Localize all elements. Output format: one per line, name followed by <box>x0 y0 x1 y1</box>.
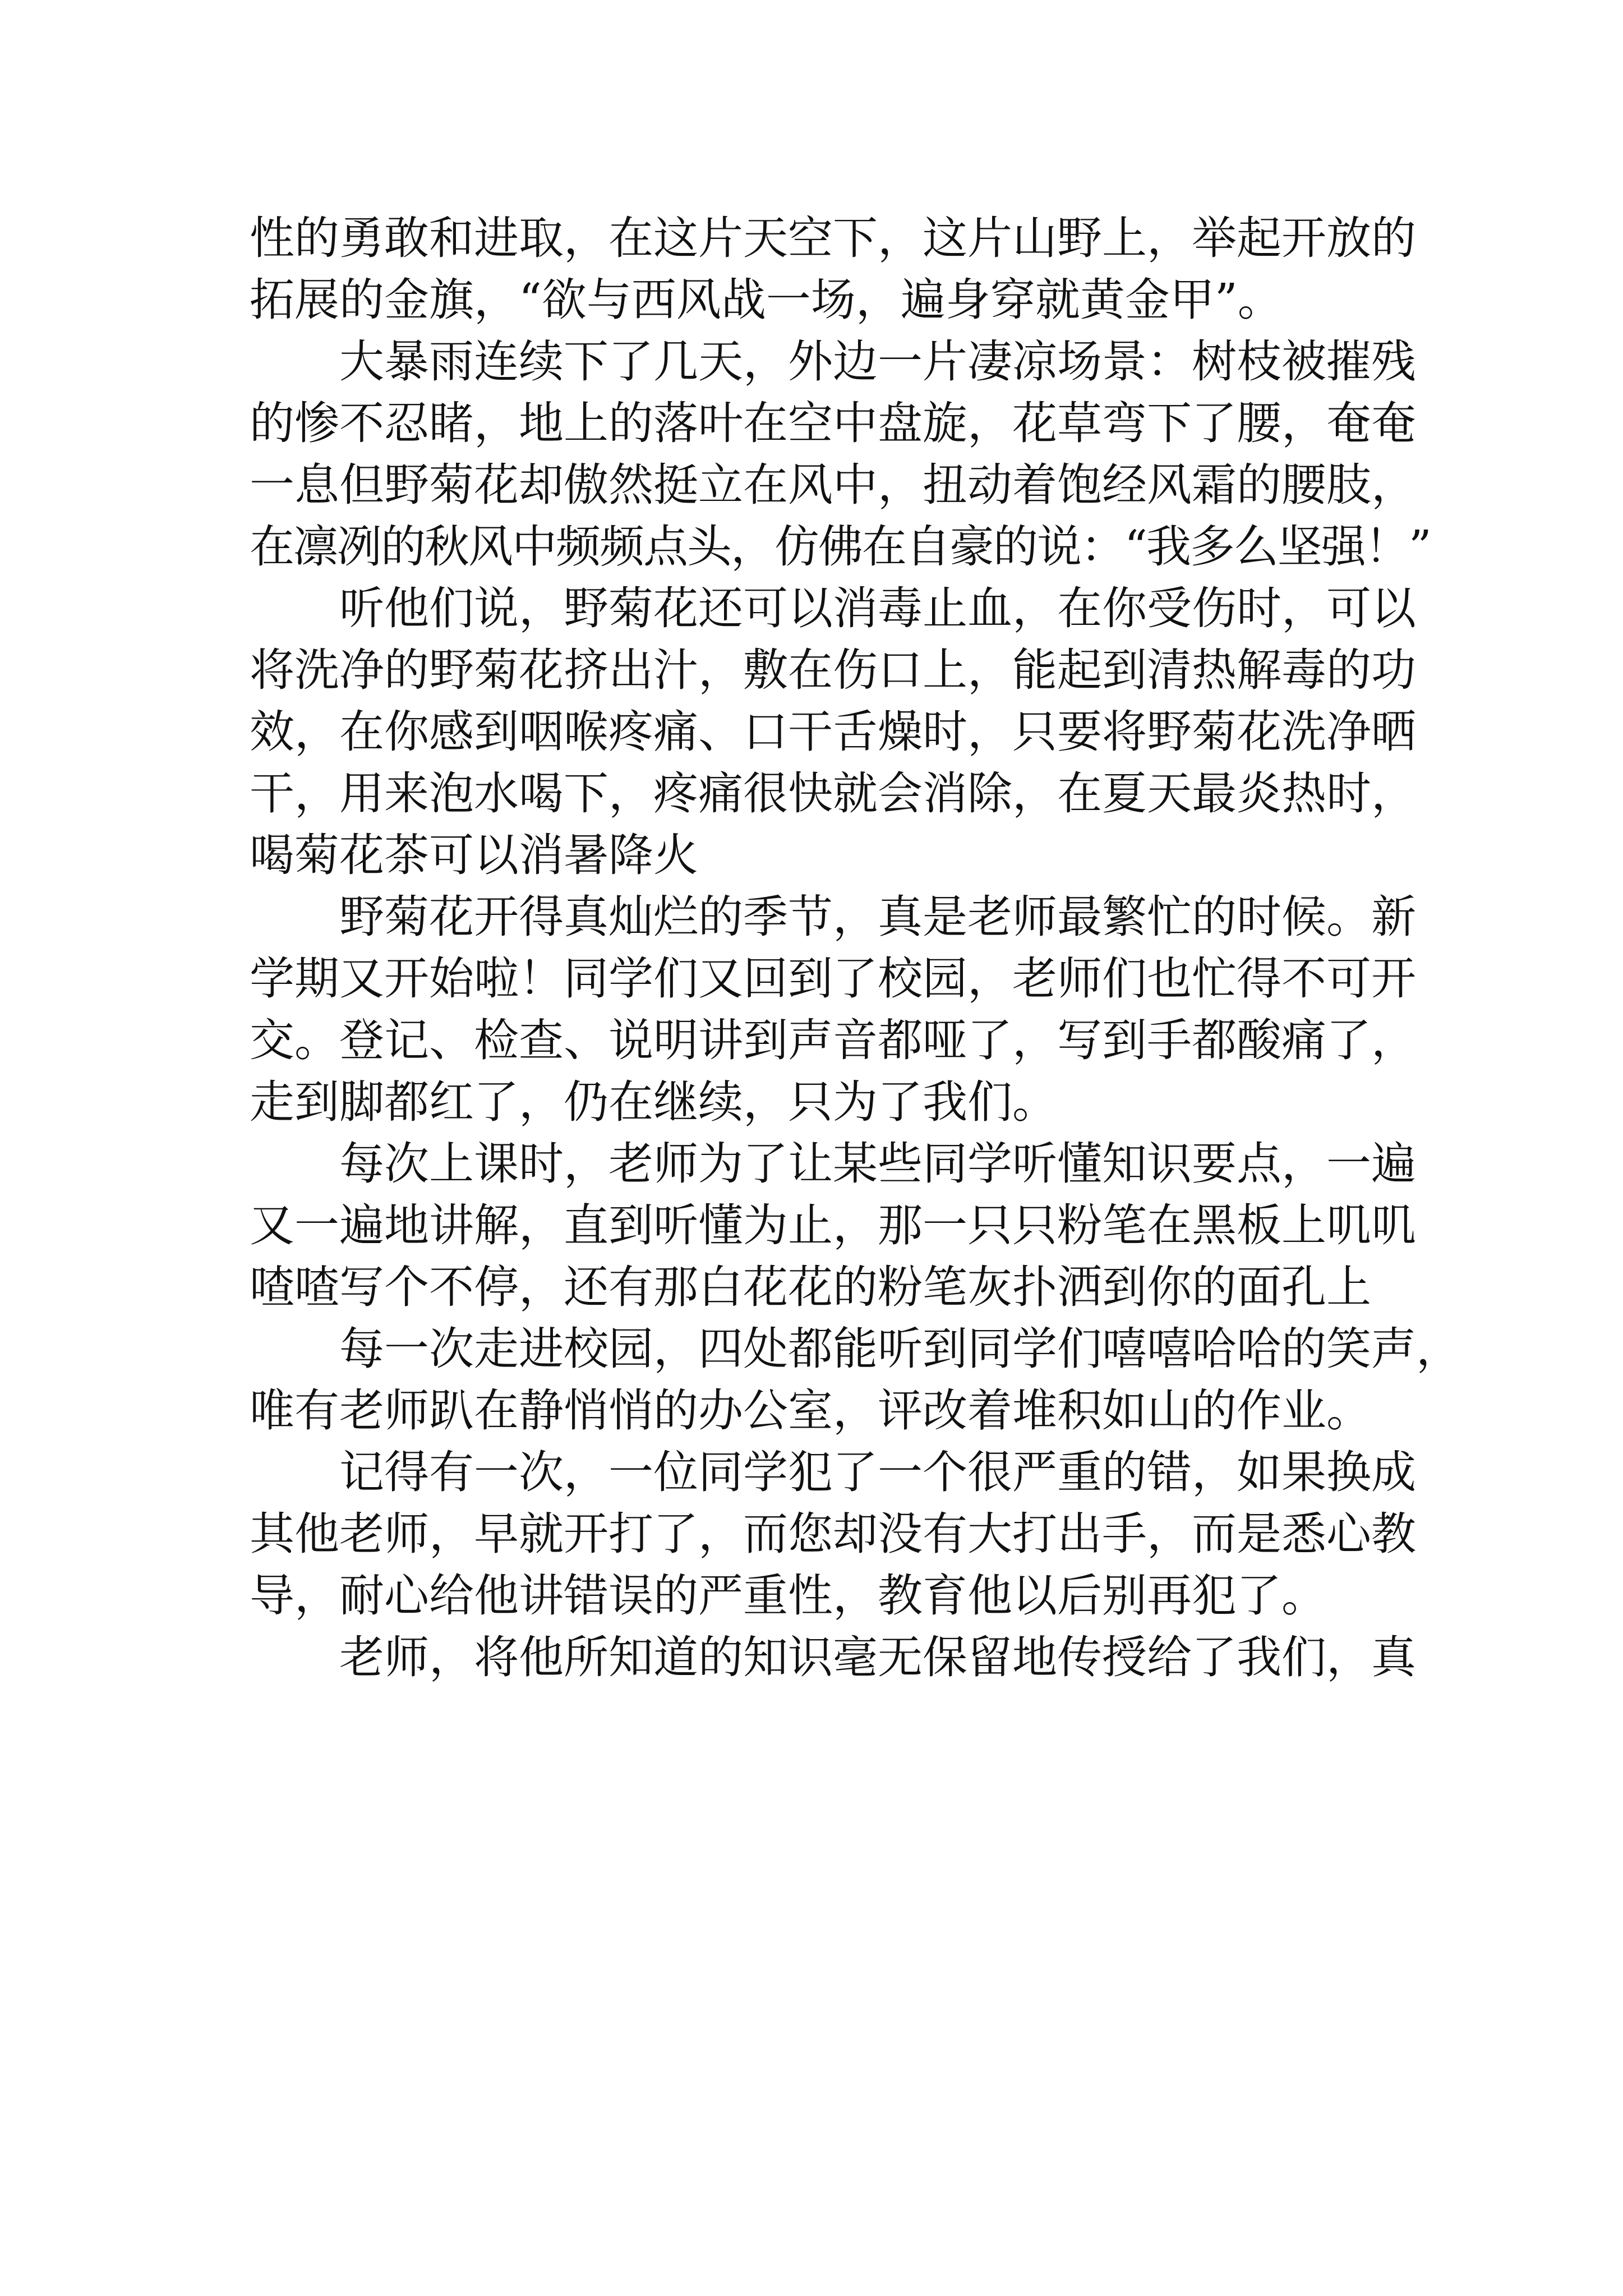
text-line: 性的勇敢和进取，在这片天空下，这片山野上，举起开放的 <box>250 212 1416 264</box>
text-line: 唯有老师趴在静悄悄的办公室，评改着堆积如山的作业。 <box>250 1384 1371 1437</box>
text-line: 导，耐心给他讲错误的严重性，教育他以后别再犯了。 <box>250 1570 1326 1622</box>
text-line: 喝菊花茶可以消暑降火 <box>250 829 698 881</box>
text-line: 一息但野菊花却傲然挺立在风中，扭动着饱经风霜的腰肢， <box>250 459 1416 511</box>
text-line: 干，用来泡水喝下，疼痛很快就会消除，在夏天最炎热时， <box>250 767 1416 820</box>
text-line: 的惨不忍睹，地上的落叶在空中盘旋，花草弯下了腰，奄奄 <box>250 397 1416 449</box>
text-line: 将洗净的野菊花挤出汁，敷在伤口上，能起到清热解毒的功 <box>250 644 1416 696</box>
text-line: 在凛冽的秋风中频频点头，仿佛在自豪的说：“我多么坚强！” <box>250 521 1431 573</box>
text-line: 每次上课时，老师为了让某些同学听懂知识要点，一遍 <box>339 1138 1416 1190</box>
text-line: 听他们说，野菊花还可以消毒止血，在你受伤时，可以 <box>339 582 1416 634</box>
text-line: 其他老师，早就开打了，而您却没有大打出手，而是悉心教 <box>250 1508 1416 1560</box>
text-line: 又一遍地讲解，直到听懂为止，那一只只粉笔在黑板上叽叽 <box>250 1199 1416 1251</box>
text-line: 每一次走进校园，四处都能听到同学们嘻嘻哈哈的笑声， <box>339 1323 1461 1375</box>
body-text <box>250 208 1461 1688</box>
text-line: 大暴雨连续下了几天，外边一片凄凉场景：树枝被摧残 <box>339 335 1416 388</box>
text-line: 走到脚都红了，仍在继续，只为了我们。 <box>250 1076 1057 1128</box>
text-line: 喳喳写个不停，还有那白花花的粉笔灰扑洒到你的面孔上 <box>250 1261 1371 1313</box>
text-line: 野菊花开得真灿烂的季节，真是老师最繁忙的时候。新 <box>339 891 1416 943</box>
text-line: 效，在你感到咽喉疼痛、口干舌燥时，只要将野菊花洗净晒 <box>250 706 1416 758</box>
text-line: 交。登记、检查、说明讲到声音都哑了，写到手都酸痛了， <box>250 1014 1416 1066</box>
text-line: 学期又开始啦！同学们又回到了校园，老师们也忙得不可开 <box>250 953 1416 1005</box>
text-line: 老师，将他所知道的知识毫无保留地传授给了我们，真 <box>339 1631 1416 1683</box>
text-line: 拓展的金旗，“欲与西风战一场，遍身穿就黄金甲”。 <box>250 274 1283 326</box>
text-line: 记得有一次，一位同学犯了一个很严重的错，如果换成 <box>339 1446 1416 1498</box>
